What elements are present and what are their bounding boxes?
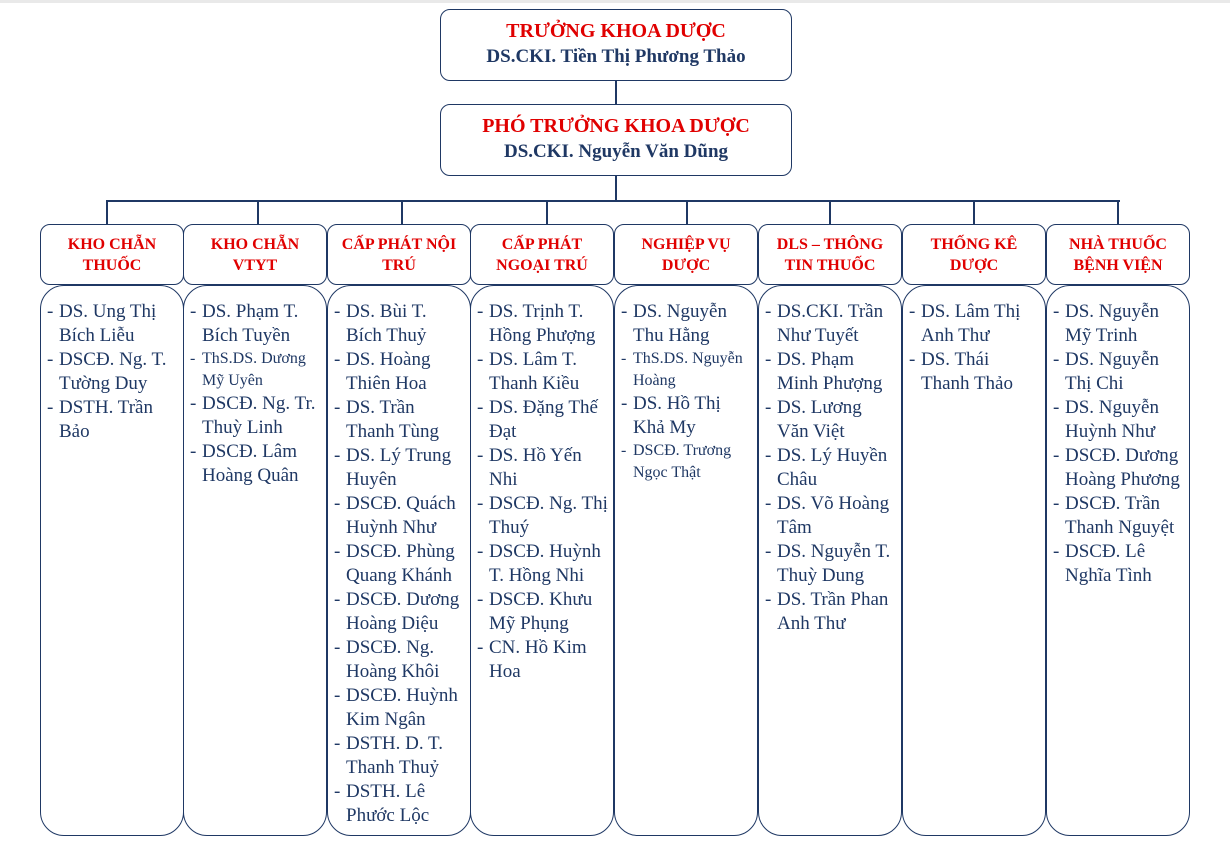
member-item: - DS. Lâm T. Thanh Kiều (477, 348, 609, 396)
member-item: - DSTH. Trần Bảo (47, 396, 179, 444)
head-name: DS.CKI. Tiền Thị Phương Thảo (486, 46, 746, 67)
member-item: - DSCĐ. Ng. Hoàng Khôi (334, 636, 466, 684)
member-item: - DS. Nguyễn Thu Hằng (621, 300, 753, 348)
member-item: - DSCĐ. Huỳnh T. Hồng Nhi (477, 540, 609, 588)
member-item: - ThS.DS. Nguyễn Hoàng (621, 348, 753, 392)
member-item: - DS. Phạm T. Bích Tuyền (190, 300, 322, 348)
department-title: DLS – THÔNG TIN THUỐC (776, 235, 884, 274)
department-header (902, 224, 1046, 285)
member-item: - DS. Lý Huyền Châu (765, 444, 897, 492)
member-item: - DS. Bùi T. Bích Thuỷ (334, 300, 466, 348)
connector-drop (106, 200, 108, 224)
member-item: - DS. Nguyễn Huỳnh Như (1053, 396, 1185, 444)
member-item: - DSCĐ. Huỳnh Kim Ngân (334, 684, 466, 732)
head-of-department-box (440, 9, 792, 81)
member-item: - DS. Đặng Thế Đạt (477, 396, 609, 444)
member-item: - DS. Lý Trung Huyên (334, 444, 466, 492)
connector-drop (1117, 200, 1119, 224)
member-item: - DS. Nguyễn Thị Chi (1053, 348, 1185, 396)
member-item: - DSCĐ. Ng. Tr. Thuỳ Linh (190, 392, 322, 440)
member-list (47, 300, 179, 444)
department-members-box (614, 285, 758, 836)
member-item: - DSCĐ. Ng. Thị Thuý (477, 492, 609, 540)
member-item: - DSCĐ. Trần Thanh Nguyệt (1053, 492, 1185, 540)
department-title: NGHIỆP VỤ DƯỢC (641, 235, 731, 274)
member-item: - DSCĐ. Trương Ngọc Thật (621, 440, 753, 484)
department-members-box (40, 285, 184, 836)
member-list (909, 300, 1041, 396)
department-title: NHÀ THUỐC BỆNH VIỆN (1069, 235, 1167, 274)
department-header (1046, 224, 1190, 285)
top-border (0, 0, 1230, 3)
deputy-title: PHÓ TRƯỞNG KHOA DƯỢC (482, 115, 750, 137)
member-item: - DS. Võ Hoàng Tâm (765, 492, 897, 540)
department-header (327, 224, 471, 285)
member-item: - DS. Hồ Yến Nhi (477, 444, 609, 492)
member-item: - DSCĐ. Lâm Hoàng Quân (190, 440, 322, 488)
department-title: CẤP PHÁT NỘI TRÚ (341, 235, 457, 274)
department-title: CẤP PHÁT NGOẠI TRÚ (496, 235, 588, 274)
department-header (470, 224, 614, 285)
member-item: - DSCĐ. Quách Huỳnh Như (334, 492, 466, 540)
department-members-box (327, 285, 471, 836)
member-item: - CN. Hồ Kim Hoa (477, 636, 609, 684)
department-header (758, 224, 902, 285)
department-title: THỐNG KÊ DƯỢC (930, 235, 1018, 274)
connector-drop (401, 200, 403, 224)
member-list (1053, 300, 1185, 588)
member-item: - DS. Phạm Minh Phượng (765, 348, 897, 396)
member-item: - DS. Trần Phan Anh Thư (765, 588, 897, 636)
department-title: KHO CHẴN THUỐC (67, 235, 157, 274)
deputy-name: DS.CKI. Nguyễn Văn Dũng (503, 141, 729, 162)
member-item: - DSCĐ. Ng. T. Tường Duy (47, 348, 179, 396)
member-item: - DS. Trần Thanh Tùng (334, 396, 466, 444)
deputy-head-box (440, 104, 792, 176)
connector-drop (257, 200, 259, 224)
department-members-box (470, 285, 614, 836)
member-list (477, 300, 609, 684)
connector-drop (546, 200, 548, 224)
member-item: - DSTH. Lê Phước Lộc (334, 780, 466, 828)
member-item: - DS. Hoàng Thiên Hoa (334, 348, 466, 396)
member-item: - DS. Trịnh T. Hồng Phượng (477, 300, 609, 348)
department-members-box (758, 285, 902, 836)
member-item: - DS. Nguyễn Mỹ Trinh (1053, 300, 1185, 348)
member-list (765, 300, 897, 636)
member-item: - DSTH. D. T. Thanh Thuỷ (334, 732, 466, 780)
member-list (190, 300, 322, 488)
department-header (40, 224, 184, 285)
member-item: - ThS.DS. Dương Mỹ Uyên (190, 348, 322, 392)
department-members-box (183, 285, 327, 836)
connector-head-deputy (615, 81, 617, 104)
department-title: KHO CHẴN VTYT (210, 235, 300, 274)
department-members-box (1046, 285, 1190, 836)
member-item: - DSCĐ. Khưu Mỹ Phụng (477, 588, 609, 636)
connector-drop (829, 200, 831, 224)
member-item: - DS.CKI. Trần Như Tuyết (765, 300, 897, 348)
department-header (183, 224, 327, 285)
member-item: - DSCĐ. Lê Nghĩa Tình (1053, 540, 1185, 588)
department-header (614, 224, 758, 285)
connector-drop (973, 200, 975, 224)
member-item: - DSCĐ. Dương Hoàng Diệu (334, 588, 466, 636)
member-item: - DS. Lương Văn Việt (765, 396, 897, 444)
connector-deputy-bus (615, 176, 617, 201)
member-item: - DSCĐ. Phùng Quang Khánh (334, 540, 466, 588)
head-title: TRƯỞNG KHOA DƯỢC (506, 20, 726, 42)
member-list (334, 300, 466, 828)
department-members-box (902, 285, 1046, 836)
member-item: - DS. Lâm Thị Anh Thư (909, 300, 1041, 348)
member-item: - DSCĐ. Dương Hoàng Phương (1053, 444, 1185, 492)
member-item: - DS. Nguyễn T. Thuỳ Dung (765, 540, 897, 588)
member-list (621, 300, 753, 484)
connector-drop (686, 200, 688, 224)
member-item: - DS. Thái Thanh Thảo (909, 348, 1041, 396)
member-item: - DS. Hồ Thị Khả My (621, 392, 753, 440)
member-item: - DS. Ung Thị Bích Liễu (47, 300, 179, 348)
